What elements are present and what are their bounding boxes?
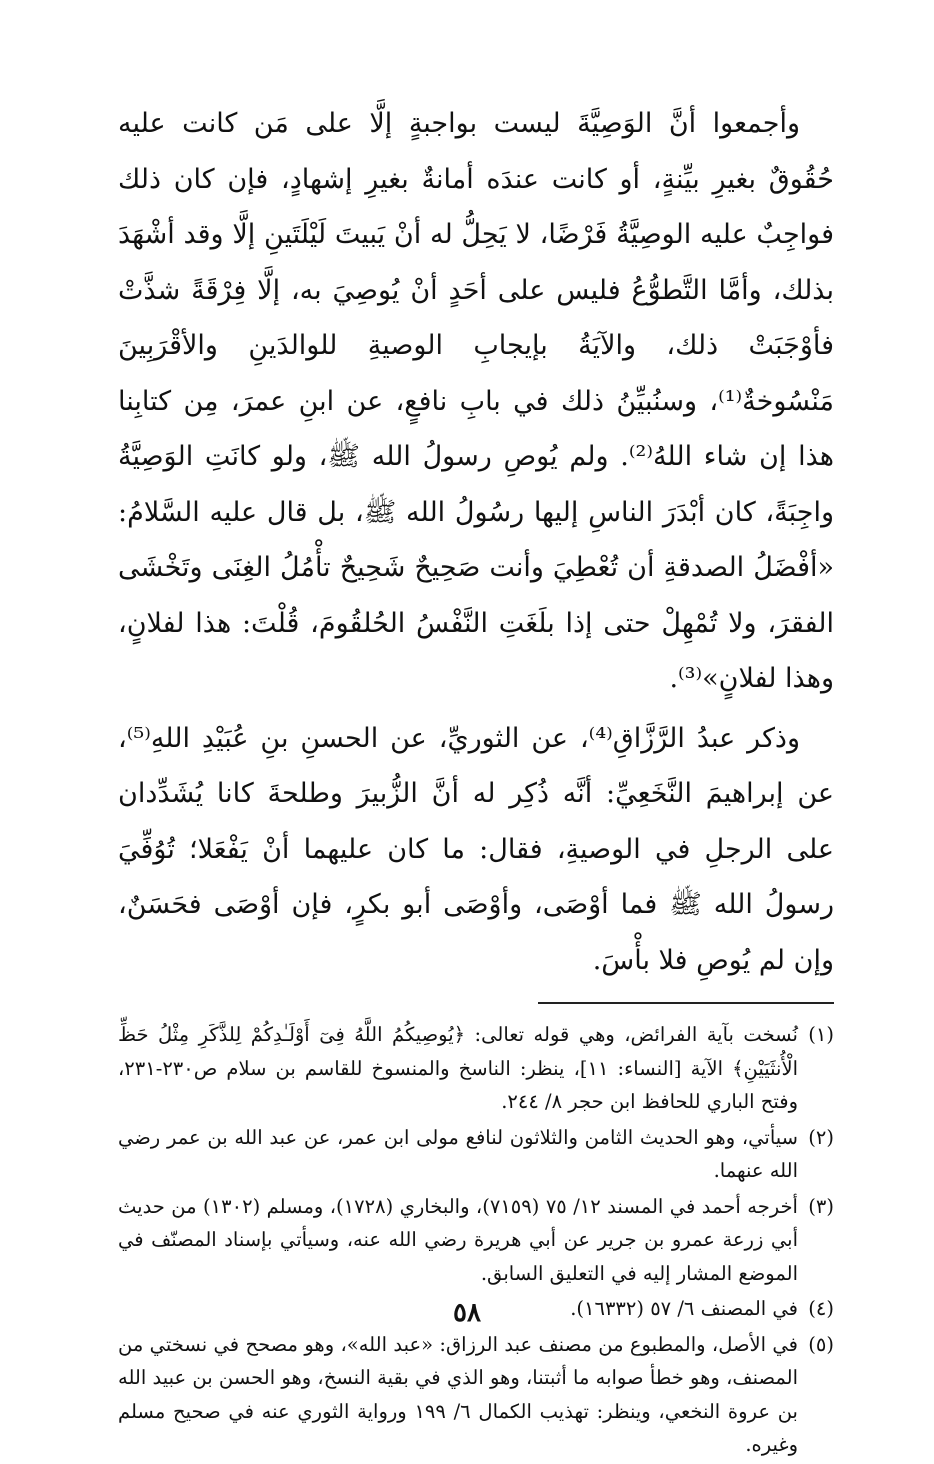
main-text: [118, 96, 834, 988]
page-number: ٥٨: [453, 1298, 481, 1328]
body-paragraph-1: وأجمعوا أنَّ الوَصِيَّةَ ليست بواجبةٍ إلَّا على مَن كانت عليه حُقُوقٌ بغيرِ بيِّنةٍ، أو كانت عندَه أمانةٌ بغيرِ إشهادٍ، فإن كان ذلك فواجِبٌ عليه الوصِيَّةُ فَرْضًا، لا يَحِلُّ له أنْ يَبيتَ لَيْلَتَينِ إلَّا وقد أشْهَدَ بذلك، وأمَّا التَّطوُّعُ فليس على أحَدٍ أنْ يُوصِيَ به، إلَّا فِرْقَةً شذَّتْ فأوْجَبَتْ ذلك، والآيَةُ بإيجابِ الوصيةِ للوالدَينِ والأقْرَبِينَ مَنْسُوخةٌ⁽¹⁾، وسنُبيِّنُ ذلك في بابِ نافعٍ، عن ابنِ عمرَ، مِن كتابِنا هذا إن شاء اللهُ⁽²⁾. ولم يُوصِ رسولُ الله ﷺ، ولو كانَتِ الوَصِيَّةُ واجِبَةً، كان أبْدَرَ الناسِ إليها رسُولُ الله ﷺ، بل قال عليه السَّلامُ: «أفْضَلُ الصدقةِ أن تُعْطِيَ وأنت صَحِيحٌ شَحِيحٌ تأْمُلُ الغِنَى وتَخْشَى الفقرَ، ولا تُمْهِلْ حتى إذا بلَغَتِ النَّفْسُ الحُلقُومَ، قُلْتَ: هذا لفلانٍ، وهذا لفلانٍ»⁽³⁾.: [118, 108, 834, 694]
footnote-text: نُسخت بآية الفرائض، وهي قوله تعالى: ﴿يُوصِيكُمُ اللَّهُ فِىٓ أَوْلَـٰدِكُمْ لِلذَّكَرِ مِثْلُ حَظِّ الْأُنثَيَيْنِ﴾ الآية [النساء: ١١]، ينظر: الناسخ والمنسوخ للقاسم بن سلام ص٢٣٠-٢٣١، وفتح الباري للحافظ ابن حجر ٨/ ٢٤٤.: [118, 1023, 798, 1113]
footnote-text: في الأصل، والمطبوع من مصنف عبد الرزاق: «عبد الله»، وهو مصحح في نسختي من المصنف، وهو خطأ صوابه ما أثبتنا، وهو الذي في بقية النسخ، وهو الحسن بن عبيد الله بن عروة النخعي، وينظر: تهذيب الكمال ٦/ ١٩٩ ورواية الثوري عنه في صحيح مسلم وغيره.: [118, 1332, 798, 1456]
footnote-number: (٤): [808, 1297, 834, 1320]
footnote-5: [118, 1328, 834, 1462]
footnote-1: [118, 1018, 834, 1119]
footnote-text: في المصنف ٦/ ٥٧ (١٦٣٣٢).: [570, 1297, 798, 1320]
footnote-separator: [538, 1002, 834, 1004]
footnote-text: أخرجه أحمد في المسند ١٢/ ٧٥ (٧١٥٩)، والبخاري (١٧٢٨)، ومسلم (١٣٠٢) من حديث أبي زرعة عمرو بن جرير عن أبي هريرة رضي الله عنه، وسيأتي بإسناد المصنّف في الموضع المشار إليه في التعليق السابق.: [118, 1194, 798, 1285]
footnote-number: (٣): [808, 1194, 834, 1218]
footnote-number: (٥): [808, 1332, 834, 1356]
footnote-number: (١): [808, 1023, 834, 1046]
footnote-2: [118, 1121, 834, 1188]
footnote-number: (٢): [808, 1125, 834, 1149]
body-paragraph-2: وذكر عبدُ الرَّزَّاقِ⁽⁴⁾، عن الثوريِّ، عن الحسنِ بنِ عُبَيْدِ اللهِ⁽⁵⁾، عن إبراهيمَ النَّخَعِيِّ: أنَّه ذُكِر له أنَّ الزُّبيرَ وطلحةَ كانا يُشَدِّدان على الرجلِ في الوصيةِ، فقال: ما كان عليهما أنْ يَفْعَلا؛ تُوُفِّيَ رسولُ الله ﷺ فما أوْصَى، وأوْصَى أبو بكرٍ، فإن أوْصَى فحَسَنٌ، وإن لم يُوصِ فلا بأْسَ.: [118, 722, 834, 976]
footnotes: [118, 1018, 834, 1462]
page-content: [118, 96, 834, 1464]
footnote-text: سيأتي، وهو الحديث الثامن والثلاثون لنافع مولى ابن عمر، عن عبد الله بن عمر رضي الله عنهما.: [118, 1125, 798, 1182]
footnote-3: [118, 1190, 834, 1291]
